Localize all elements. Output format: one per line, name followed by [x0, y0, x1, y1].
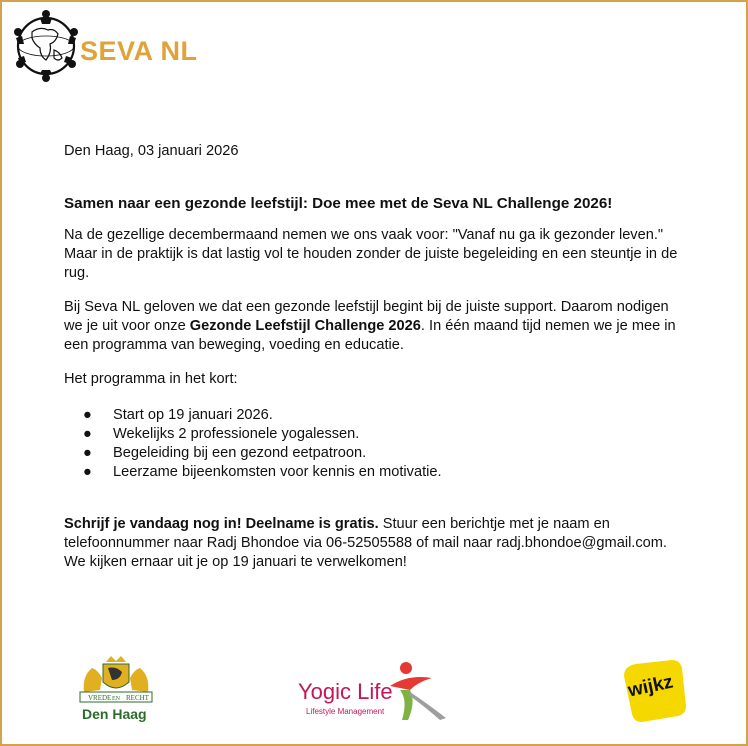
list-item [83, 463, 689, 482]
banner-mid-text: EN [112, 696, 120, 702]
den-haag-coat-of-arms-icon [76, 654, 156, 706]
bullet-icon: ● [83, 464, 92, 480]
invite-text-post: . In één maand tijd nemen we je mee in een programma van beweging, voeding en educatie. [64, 318, 676, 353]
yoga-figure-icon [388, 660, 448, 722]
closing-paragraph [64, 515, 689, 572]
letter-date: Den Haag, 03 januari 2026 [64, 143, 239, 159]
challenge-name: Gezonde Leefstijl Challenge 2026 [189, 318, 421, 334]
globe-with-people-icon [10, 8, 80, 84]
bullet-icon: ● [83, 445, 92, 461]
letter-heading: Samen naar een gezonde leefstijl: Doe mee met de Seva NL Challenge 2026! [64, 195, 613, 212]
yogic-life-title: Yogic Life [298, 679, 393, 704]
yogic-life-subtitle: Lifestyle Management [306, 707, 385, 716]
banner-right-text: RECHT [126, 694, 149, 702]
invite-text-pre: Bij Seva NL geloven we dat een gezonde leefstijl begint bij de juiste support. Daarom nodigen we je uit voor onze [64, 299, 669, 334]
program-label: Het programma in het kort: [64, 371, 238, 387]
invite-paragraph [64, 298, 689, 355]
closing-call-to-action: Schrijf je vandaag nog in! Deelname is gratis. [64, 516, 379, 532]
letter-body [64, 142, 689, 572]
list-item-text: Leerzame bijeenkomsten voor kennis en motivatie. [113, 464, 442, 480]
wijkz-wordmark: wijkz [626, 671, 675, 702]
banner-left-text: VREDE [88, 694, 112, 702]
closing-text: Stuur een berichtje met je naam en telefoonnummer naar Radj Bhondoe via 06-52505588 of mail naar radj.bhondoe@gmail.com. We kijken ernaar uit je op 19 januari te verwelkomen! [64, 516, 667, 570]
list-item [83, 425, 689, 444]
den-haag-caption: Den Haag [82, 706, 147, 722]
bullet-icon: ● [83, 426, 92, 442]
seva-nl-wordmark: SEVA NL [80, 36, 198, 66]
seva-nl-logo [10, 8, 210, 86]
intro-paragraph: Na de gezellige decembermaand nemen we ons vaak voor: "Vanaf nu ga ik gezonder leven." Maar in de praktijk is dat lastig vol te houden zonder de juiste begeleiding en een steuntje in de rug. [64, 227, 678, 281]
list-item-text: Begeleiding bij een gezond eetpatroon. [113, 445, 367, 461]
program-list [64, 406, 689, 482]
bullet-icon: ● [83, 407, 92, 423]
list-item-text: Wekelijks 2 professionele yogalessen. [113, 426, 360, 442]
list-item [83, 444, 689, 463]
list-item [83, 406, 689, 425]
list-item-text: Start op 19 januari 2026. [113, 407, 273, 423]
